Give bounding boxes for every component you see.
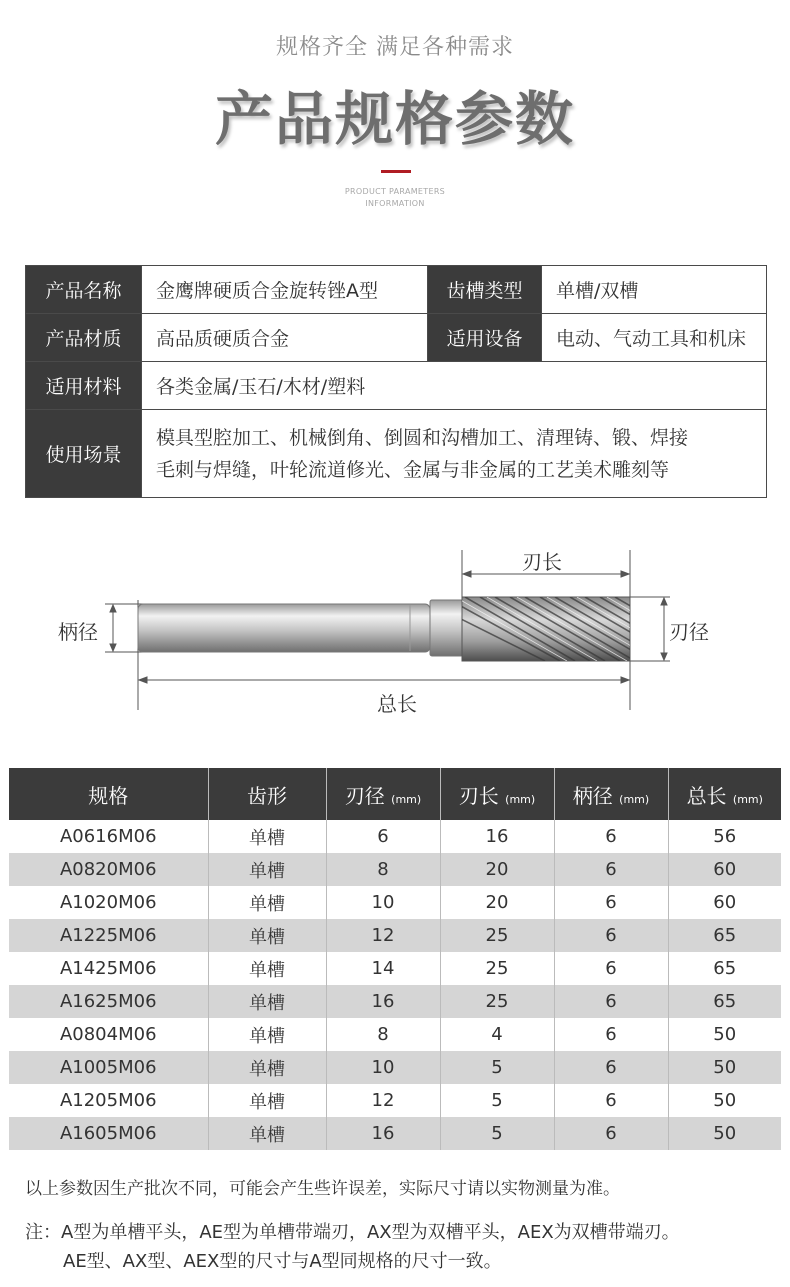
type-note-line: 注：A型为单槽平头，AE型为单槽带端刃，AX型为双槽平头，AEX为双槽带端刃。 (25, 1222, 680, 1243)
product-info-table (25, 265, 767, 498)
table-cell: A1205M06 (9, 1084, 208, 1117)
table-cell: 56 (668, 820, 781, 853)
info-row (26, 314, 767, 362)
info-label: 适用材料 (26, 362, 142, 410)
table-cell: A0804M06 (9, 1018, 208, 1051)
type-note (25, 1218, 680, 1276)
table-cell: 25 (440, 919, 554, 952)
table-cell: A1605M06 (9, 1117, 208, 1150)
table-cell: 6 (554, 886, 668, 919)
table-row (9, 919, 781, 952)
spec-header-label: 规格 (88, 783, 129, 808)
spec-header-row (9, 768, 781, 820)
table-cell: 6 (554, 1117, 668, 1150)
table-cell: 单槽 (208, 1084, 326, 1117)
table-cell: 50 (668, 1084, 781, 1117)
table-cell: 6 (554, 853, 668, 886)
table-row (9, 1117, 781, 1150)
table-cell: 16 (326, 1117, 440, 1150)
table-cell: 10 (326, 1051, 440, 1084)
usage-line: 模具型腔加工、机械倒角、倒圆和沟槽加工、清理铸、锻、焊接 (156, 426, 689, 449)
table-cell: 12 (326, 919, 440, 952)
table-cell: 单槽 (208, 985, 326, 1018)
table-cell: 5 (440, 1117, 554, 1150)
table-cell: 25 (440, 952, 554, 985)
table-cell: 14 (326, 952, 440, 985)
table-cell: 4 (440, 1018, 554, 1051)
table-cell: 6 (554, 919, 668, 952)
table-cell: 65 (668, 952, 781, 985)
shank-diameter-label: 柄径 (58, 620, 98, 644)
table-cell: 50 (668, 1117, 781, 1150)
table-row (9, 820, 781, 853)
spec-table-body (9, 820, 781, 1150)
blade-length-label: 刃长 (522, 550, 562, 574)
table-cell: 单槽 (208, 820, 326, 853)
spec-header-cell (9, 768, 208, 820)
table-cell: 单槽 (208, 952, 326, 985)
table-cell: A0616M06 (9, 820, 208, 853)
type-note-line: AE型、AX型、AEX型的尺寸与A型同规格的尺寸一致。 (63, 1251, 502, 1272)
table-cell: 6 (326, 820, 440, 853)
english-title (0, 186, 790, 210)
table-cell: A0820M06 (9, 853, 208, 886)
table-cell: 8 (326, 853, 440, 886)
info-label: 产品材质 (26, 314, 142, 362)
english-title-line1: PRODUCT PARAMETERS (344, 187, 446, 196)
table-cell: 6 (554, 1084, 668, 1117)
section-subtitle: 规格齐全 满足各种需求 (276, 35, 514, 60)
table-row (9, 952, 781, 985)
info-label: 齿槽类型 (428, 266, 542, 314)
table-cell: 50 (668, 1051, 781, 1084)
total-length-label: 总长 (377, 692, 417, 716)
table-cell: 6 (554, 820, 668, 853)
table-cell: 6 (554, 1051, 668, 1084)
dimension-diagram (0, 540, 790, 730)
table-cell: 60 (668, 886, 781, 919)
table-row (9, 985, 781, 1018)
table-cell: 5 (440, 1051, 554, 1084)
table-row (9, 1018, 781, 1051)
english-title-line2: INFORMATION (365, 199, 425, 208)
spec-header-cell (668, 768, 781, 820)
table-cell: 6 (554, 1018, 668, 1051)
spec-header-label: 齿形 (247, 783, 287, 808)
info-value: 电动、气动工具和机床 (542, 314, 767, 362)
spec-header-unit: (mm) (619, 792, 650, 806)
table-cell: 单槽 (208, 853, 326, 886)
disclaimer-note: 以上参数因生产批次不同，可能会产生些许误差，实际尺寸请以实物测量为准。 (25, 1179, 620, 1199)
table-cell: A1425M06 (9, 952, 208, 985)
table-cell: 12 (326, 1084, 440, 1117)
table-row (9, 1084, 781, 1117)
table-cell: 8 (326, 1018, 440, 1051)
spec-header-unit: (mm) (391, 792, 422, 806)
info-row (26, 362, 767, 410)
info-row (26, 266, 767, 314)
table-cell: A1005M06 (9, 1051, 208, 1084)
spec-header-unit: (mm) (732, 792, 763, 806)
table-row (9, 853, 781, 886)
spec-header-label: 刃长 (458, 783, 499, 808)
spec-header-cell (440, 768, 554, 820)
table-cell: 50 (668, 1018, 781, 1051)
info-value-usage (142, 410, 767, 498)
spec-header-unit: (mm) (505, 792, 536, 806)
table-cell: 25 (440, 985, 554, 1018)
table-cell: A1625M06 (9, 985, 208, 1018)
spec-header-label: 柄径 (572, 783, 613, 808)
info-label: 使用场景 (26, 410, 142, 498)
table-cell: 16 (440, 820, 554, 853)
table-cell: 20 (440, 853, 554, 886)
spec-header-cell (554, 768, 668, 820)
info-value: 金鹰牌硬质合金旋转锉A型 (142, 266, 428, 314)
title-accent-bar (381, 170, 411, 173)
table-cell: 单槽 (208, 919, 326, 952)
info-label: 产品名称 (26, 266, 142, 314)
table-cell: 单槽 (208, 1051, 326, 1084)
blade-diameter-label: 刃径 (669, 620, 709, 644)
table-cell: 20 (440, 886, 554, 919)
table-cell: 单槽 (208, 886, 326, 919)
spec-header-label: 总长 (686, 783, 727, 808)
table-cell: 6 (554, 985, 668, 1018)
info-row (26, 410, 767, 498)
table-cell: 10 (326, 886, 440, 919)
table-cell: 16 (326, 985, 440, 1018)
info-value: 单槽/双槽 (542, 266, 767, 314)
page-title: 产品规格参数 (214, 85, 575, 153)
table-cell: A1225M06 (9, 919, 208, 952)
table-cell: 单槽 (208, 1018, 326, 1051)
spec-header-cell (208, 768, 326, 820)
table-cell: 单槽 (208, 1117, 326, 1150)
info-label: 适用设备 (428, 314, 542, 362)
table-cell: 65 (668, 985, 781, 1018)
table-cell: 5 (440, 1084, 554, 1117)
table-cell: 6 (554, 952, 668, 985)
table-cell: A1020M06 (9, 886, 208, 919)
table-cell: 65 (668, 919, 781, 952)
table-cell: 60 (668, 853, 781, 886)
info-value: 高品质硬质合金 (142, 314, 428, 362)
usage-line: 毛刺与焊缝，叶轮流道修光、金属与非金属的工艺美术雕刻等 (156, 458, 670, 481)
spec-header-label: 刃径 (344, 783, 385, 808)
spec-header-cell (326, 768, 440, 820)
spec-table (9, 768, 781, 1150)
table-row (9, 1051, 781, 1084)
info-value: 各类金属/玉石/木材/塑料 (142, 362, 767, 410)
table-row (9, 886, 781, 919)
